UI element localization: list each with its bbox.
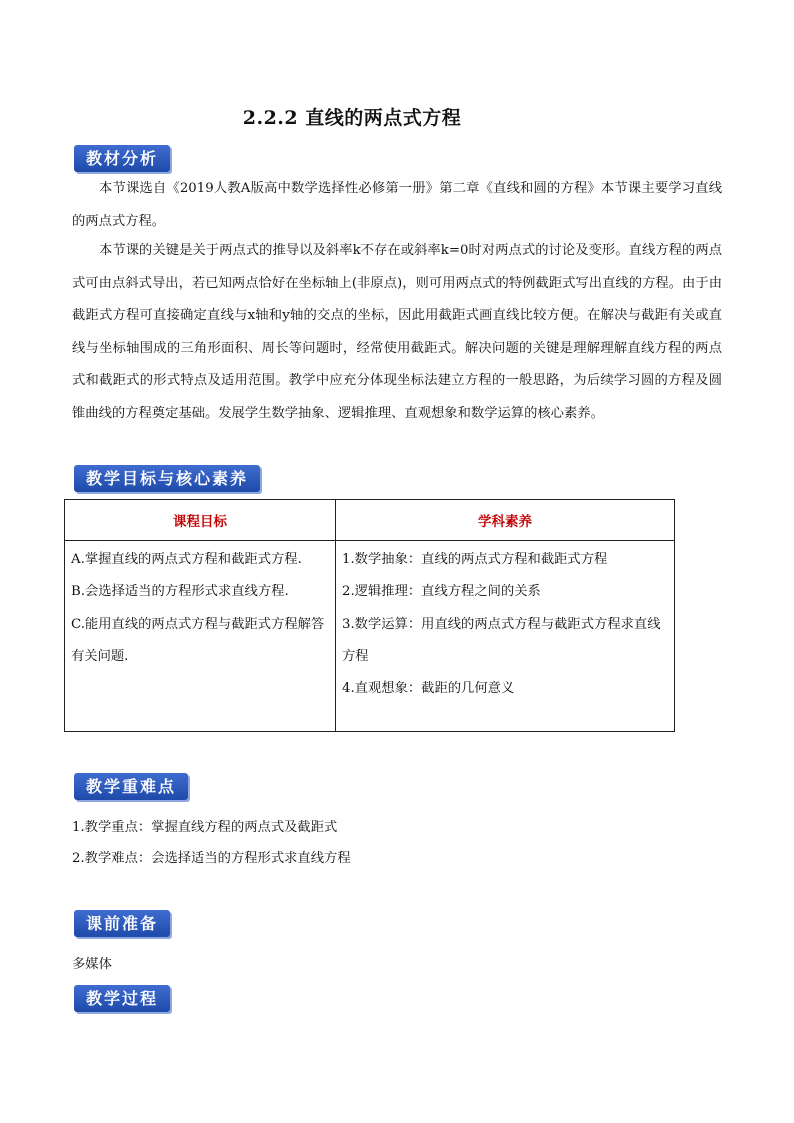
literacy-cell (336, 541, 675, 732)
section-header-analysis: 教材分析 (74, 145, 170, 172)
goals-header-course: 课程目标 (65, 500, 336, 541)
course-goal-item: B.会选择适当的方程形式求直线方程. (71, 584, 289, 600)
section-header-prep: 课前准备 (74, 910, 170, 937)
goals-table (64, 499, 675, 732)
keypoint-difficulty: 2.教学难点：会选择适当的方程形式求直线方程 (72, 851, 351, 866)
section-header-goals: 教学目标与核心素养 (74, 465, 260, 492)
analysis-paragraph-1: 本节课选自《2019人教A版高中数学选择性必修第一册》第二章《直线和圆的方程》本节课主要学习直线的两点式方程。 (72, 181, 722, 229)
prep-text: 多媒体 (72, 957, 112, 972)
keypoint-focus: 1.教学重点：掌握直线方程的两点式及截距式 (72, 820, 338, 835)
section-header-keypoints: 教学重难点 (74, 773, 188, 800)
course-goal-item: C.能用直线的两点式方程与截距式方程解答有关问题. (71, 616, 325, 664)
literacy-item: 4.直观想象：截距的几何意义 (342, 681, 515, 697)
course-goal-item: A.掌握直线的两点式方程和截距式方程. (71, 552, 302, 567)
literacy-item: 2.逻辑推理：直线方程之间的关系 (342, 584, 541, 600)
literacy-item: 3.数学运算：用直线的两点式方程与截距式方程求直线方程 (342, 616, 661, 664)
analysis-paragraph-2: 本节课的关键是关于两点式的推导以及斜率k不存在或斜率k=0时对两点式的讨论及变形。直线方程的两点式可由点斜式导出，若已知两点恰好在坐标轴上(非原点)，则可用两点式的特例截距式写出直线的方程。由于由截距式方程可直接确定直线与x轴和y轴的交点的坐标，因此用截距式画直线比较方便。在解决与截距有关或直线与坐标轴围成的三角形面积、周长等问题时，经常使用截距式。解决问题的关键是理解理解直线方程的两点式和截距式的形式特点及适用范围。教学中应充分体现坐标法建立方程的一般思路，为后续学习圆的方程及圆锥曲线的方程奠定基础。发展学生数学抽象、逻辑推理、直观想象和数学运算的核心素养。 (72, 243, 722, 421)
literacy-item: 1.数学抽象：直线的两点式方程和截距式方程 (342, 552, 608, 567)
course-goals-cell (65, 541, 336, 732)
page-title: 2.2.2 直线的两点式方程 (242, 107, 462, 129)
goals-header-literacy: 学科素养 (336, 500, 675, 541)
section-header-process: 教学过程 (74, 985, 170, 1012)
